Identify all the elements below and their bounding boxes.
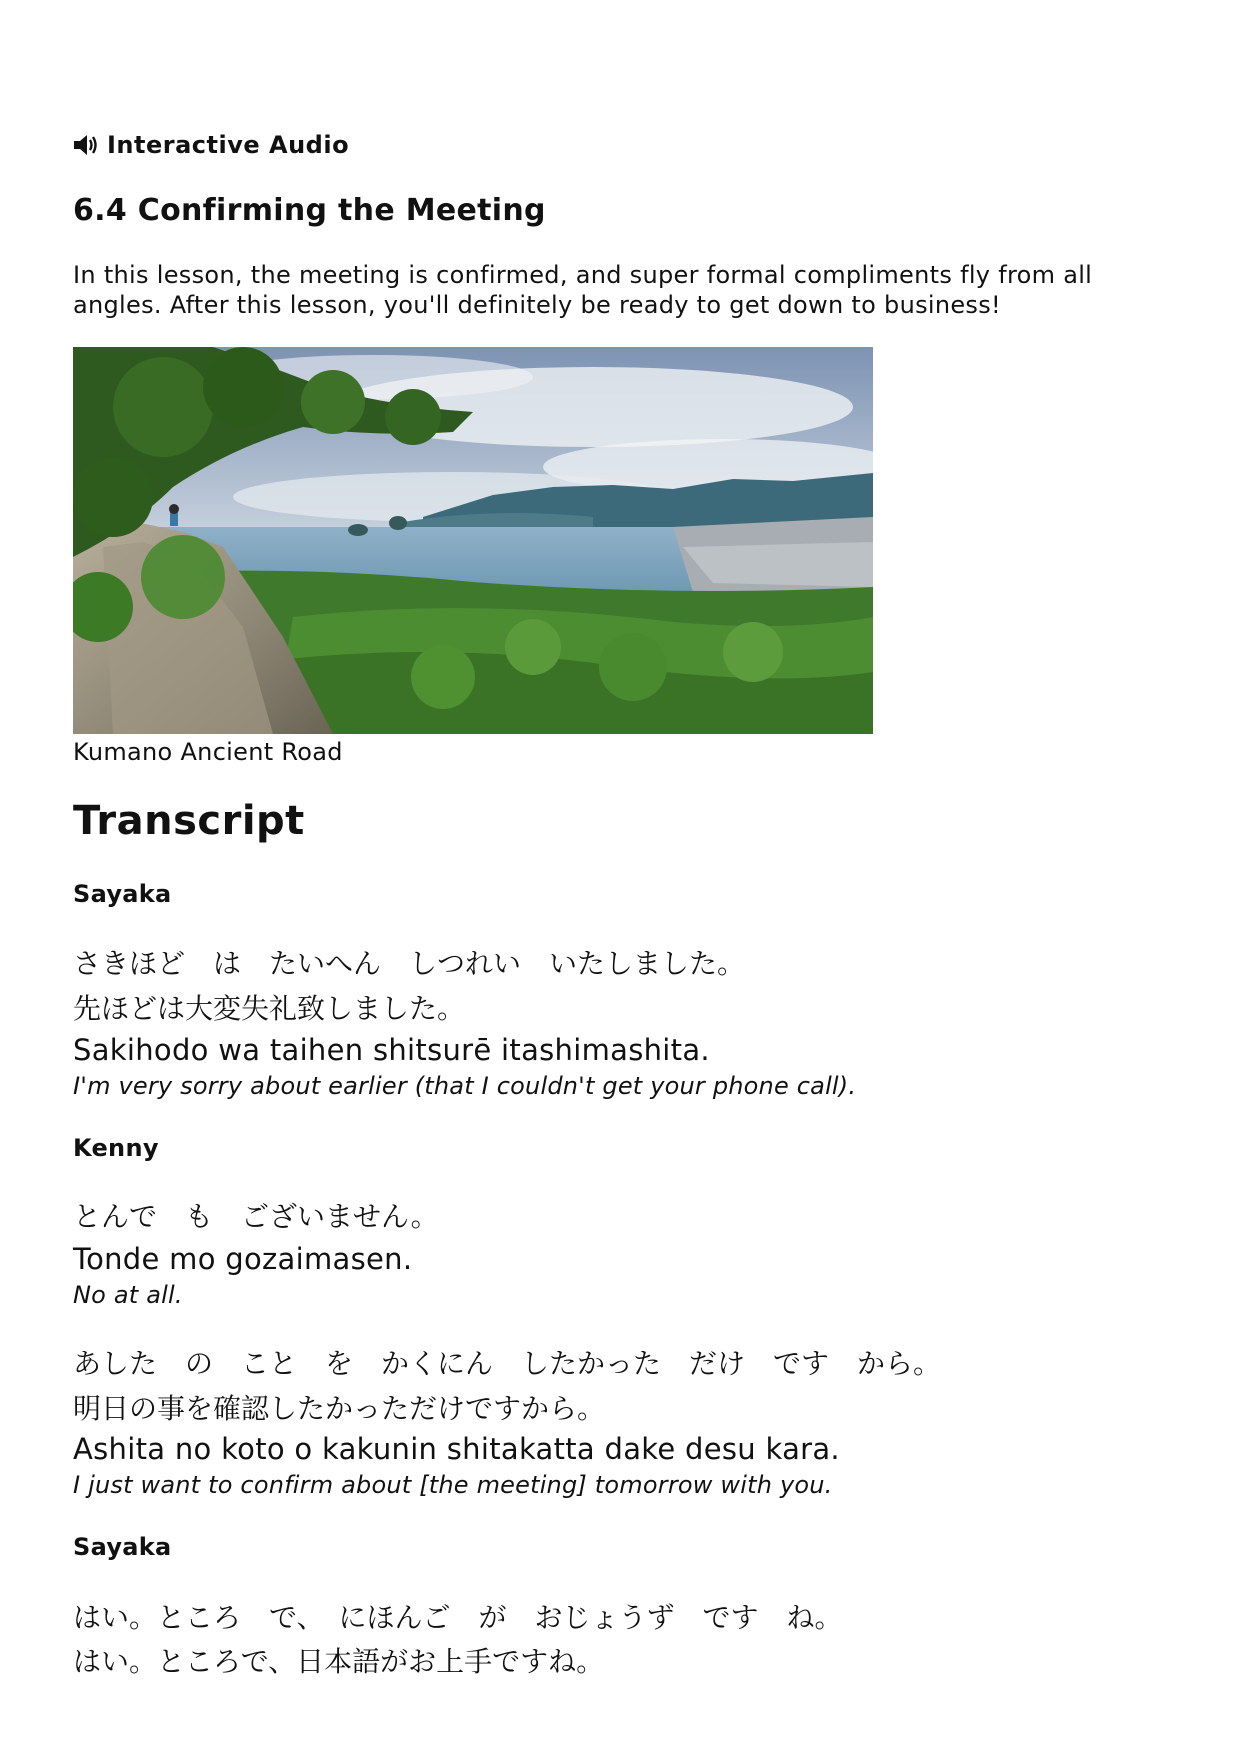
speaker-name: Kenny xyxy=(73,1134,159,1162)
lesson-title: 6.4 Confirming the Meeting xyxy=(73,193,546,228)
romaji-line: Sakihodo wa taihen shitsurē itashimashita. xyxy=(73,1033,710,1067)
kanji-line: 明日の事を確認したかっただけですから。 xyxy=(73,1392,606,1425)
kanji-line: 先ほどは大変失礼致しました。 xyxy=(73,992,466,1025)
lesson-intro: In this lesson, the meeting is confirmed, and super formal compliments fly from all angles. After this lesson, you'll definitely be ready to get down to business! xyxy=(73,261,1093,319)
interactive-audio-label: Interactive Audio xyxy=(107,131,350,159)
speaker-name: Sayaka xyxy=(73,880,172,908)
speaker-icon xyxy=(73,134,99,156)
kanji-line: はい。ところで、日本語がお上手ですね。 xyxy=(73,1645,605,1678)
figure-caption: Kumano Ancient Road xyxy=(73,738,343,766)
english-translation: I just want to confirm about [the meeting] tomorrow with you. xyxy=(73,1471,833,1499)
kana-line: とんで も ございません。 xyxy=(73,1200,439,1233)
interactive-audio-link[interactable] xyxy=(73,130,349,160)
english-translation: I'm very sorry about earlier (that I couldn't get your phone call). xyxy=(73,1072,857,1100)
transcript-heading: Transcript xyxy=(73,798,305,844)
kana-line: あした の こと を かくにん したかった だけ です から。 xyxy=(73,1347,942,1380)
kana-line: はい。ところ で、 にほんご が おじょうず です ね。 xyxy=(73,1601,843,1634)
english-translation: No at all. xyxy=(73,1281,183,1309)
kana-line: さきほど は たいへん しつれい いたしました。 xyxy=(73,947,746,980)
speaker-name: Sayaka xyxy=(73,1533,172,1561)
kumano-landscape-photo xyxy=(73,347,873,734)
romaji-line: Ashita no koto o kakunin shitakatta dake desu kara. xyxy=(73,1432,840,1466)
romaji-line: Tonde mo gozaimasen. xyxy=(73,1242,413,1276)
